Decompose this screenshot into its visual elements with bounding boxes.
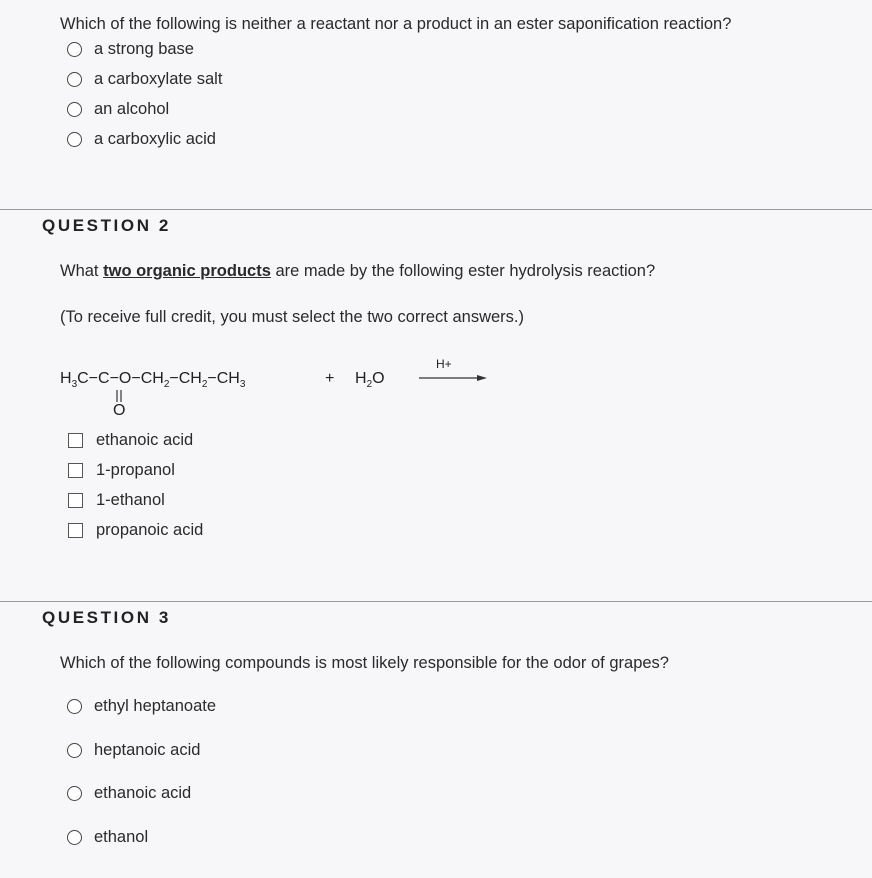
radio-button[interactable]: [67, 830, 82, 845]
radio-button[interactable]: [67, 699, 82, 714]
formula-part: O: [372, 370, 385, 387]
q3-option[interactable]: [67, 741, 200, 760]
option-label: propanoic acid: [96, 521, 204, 539]
option-label: ethanoic acid: [94, 784, 192, 802]
q1-option[interactable]: [67, 70, 222, 89]
reaction-arrow-icon: [419, 373, 489, 383]
section-divider: [0, 209, 872, 210]
q2-emphasis: two organic products: [103, 262, 271, 280]
radio-button[interactable]: [67, 42, 82, 57]
option-label: heptanoic acid: [94, 741, 201, 759]
section-divider: [0, 601, 872, 602]
option-label: an alcohol: [94, 100, 170, 118]
checkbox[interactable]: [68, 523, 83, 538]
q2-question-part: are made by the following ester hydrolysis reaction?: [270, 262, 656, 280]
option-label: 1-ethanol: [96, 491, 165, 509]
q3-option[interactable]: [67, 784, 191, 803]
option-label: ethanol: [94, 828, 149, 846]
ester-formula: [60, 370, 245, 390]
catalyst-label: H+: [436, 357, 452, 371]
q1-option[interactable]: [67, 100, 169, 119]
option-label: a carboxylic acid: [94, 130, 216, 148]
formula-part: C−C−O−CH: [77, 370, 164, 387]
checkbox[interactable]: [68, 493, 83, 508]
plus-sign: +: [325, 370, 335, 387]
formula-subscript: 3: [71, 379, 78, 391]
q2-option[interactable]: [68, 431, 193, 450]
q1-option[interactable]: [67, 40, 194, 59]
q1-question-text: Which of the following is neither a reactant nor a product in an ester saponification reaction?: [60, 15, 732, 33]
radio-button[interactable]: [67, 786, 82, 801]
option-label: a strong base: [94, 40, 194, 58]
formula-subscript: 3: [239, 379, 246, 391]
water-formula: [355, 370, 385, 390]
checkbox[interactable]: [68, 463, 83, 478]
formula-subscript: 2: [366, 379, 373, 391]
q2-option[interactable]: [68, 491, 165, 510]
formula-part: H: [60, 370, 72, 387]
question-2-heading: QUESTION 2: [42, 216, 171, 235]
radio-button[interactable]: [67, 72, 82, 87]
q3-question-text: Which of the following compounds is most likely responsible for the odor of grapes?: [60, 654, 669, 672]
formula-part: H: [355, 370, 367, 387]
q2-option[interactable]: [68, 461, 175, 480]
radio-button[interactable]: [67, 102, 82, 117]
option-label: ethanoic acid: [96, 431, 194, 449]
q2-option[interactable]: [68, 521, 203, 540]
q3-option[interactable]: [67, 828, 148, 847]
formula-subscript: 2: [201, 379, 208, 391]
radio-button[interactable]: [67, 743, 82, 758]
carbonyl-oxygen: O: [113, 402, 126, 419]
option-label: ethyl heptanoate: [94, 697, 217, 715]
question-3-heading: QUESTION 3: [42, 608, 171, 627]
option-label: 1-propanol: [96, 461, 175, 479]
q3-option[interactable]: [67, 697, 216, 716]
checkbox[interactable]: [68, 433, 83, 448]
q2-question-text: [60, 262, 655, 281]
radio-button[interactable]: [67, 132, 82, 147]
q2-question-part: What: [60, 262, 104, 280]
formula-subscript: 2: [163, 379, 170, 391]
formula-part: −CH: [169, 370, 202, 387]
option-label: a carboxylate salt: [94, 70, 223, 88]
double-bond-icon: [114, 389, 124, 403]
formula-part: −CH: [207, 370, 240, 387]
q2-instruction: (To receive full credit, you must select the two correct answers.): [60, 308, 524, 326]
q1-option[interactable]: [67, 130, 216, 149]
